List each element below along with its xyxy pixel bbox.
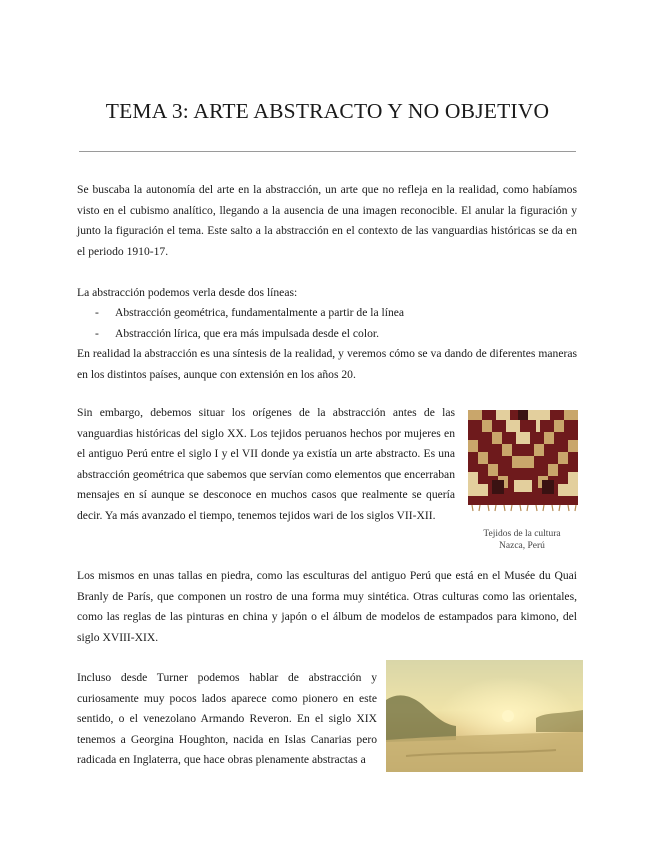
- abstraction-lines-list: [77, 303, 577, 344]
- list-item-label: Abstracción lírica, que era más impulsada desde el color.: [115, 326, 379, 340]
- list-bullet: -: [95, 326, 99, 340]
- paragraph-two-lines: La abstracción podemos verla desde dos líneas:: [77, 286, 298, 299]
- list-item: [77, 324, 577, 345]
- page-title: TEMA 3: ARTE ABSTRACTO Y NO OBJETIVO: [105, 99, 550, 123]
- list-item: [77, 303, 577, 324]
- paragraph-intro: Se buscaba la autonomía del arte en la abstracción, un arte que no refleja en la realidad, como habíamos visto en el cubismo analítico, llegando a la ausencia de una imagen reconocible. El anular la figuración y junto la figuración el tema. Este salto a la abstracción en el contexto de las vanguardias históricas se da en el periodo 1910-17.: [77, 183, 577, 258]
- textile-fringe: [472, 505, 576, 511]
- paragraph-stone-carvings: Los mismos en unas tallas en piedra, como las esculturas del antiguo Perú que está en el Musée du Quai Branly de París, que componen un rostro de una forma muy sintética. Otras culturas como las orientales, como las reglas de las pinturas en china y japón o el álbum de modelos de estampados para kimono, del siglo XVIII-XIX.: [77, 569, 577, 644]
- nazca-textile-image: [468, 410, 578, 512]
- paragraph-turner: Incluso desde Turner podemos hablar de abstracción y curiosamente muy pocos lados aparece como pionero en este sentido, o el venezolano Armando Reveron. En el siglo XIX tenemos a Georgina Houghton, nacida en Islas Canarias pero radicada en Inglaterra, que hace obras plenamente abstractas a: [77, 671, 377, 767]
- paragraph-synthesis: En realidad la abstracción es una síntesis de la realidad, y veremos cómo se va dando de diferentes maneras en los distintos países, aunque con extensión en los años 20.: [77, 347, 577, 381]
- painting-sun: [502, 710, 514, 722]
- turner-painting-image: [386, 660, 583, 772]
- title-divider: [79, 151, 576, 152]
- caption-line: Tejidos de la cultura: [483, 529, 561, 539]
- paragraph-origins: Sin embargo, debemos situar los orígenes de la abstracción antes de las vanguardias históricas del siglo XX. Los tejidos peruanos hechos por mujeres en el antiguo Perú entre el siglo I y el VII donde ya existía un arte abstracto. Es una abstracción geométrica que sabemos que servían como elementos que encerraban mensajes en sí aunque se desconoce en muchos casos que realmente se quería decir. Ya más avanzado el tiempo, tenemos tejidos wari de los siglos VII-XII.: [77, 406, 455, 522]
- list-bullet: -: [95, 306, 99, 319]
- textile-caption: [462, 528, 582, 552]
- list-item-label: Abstracción geométrica, fundamentalmente a partir de la línea: [115, 306, 405, 319]
- caption-line: Nazca, Perú: [499, 541, 545, 551]
